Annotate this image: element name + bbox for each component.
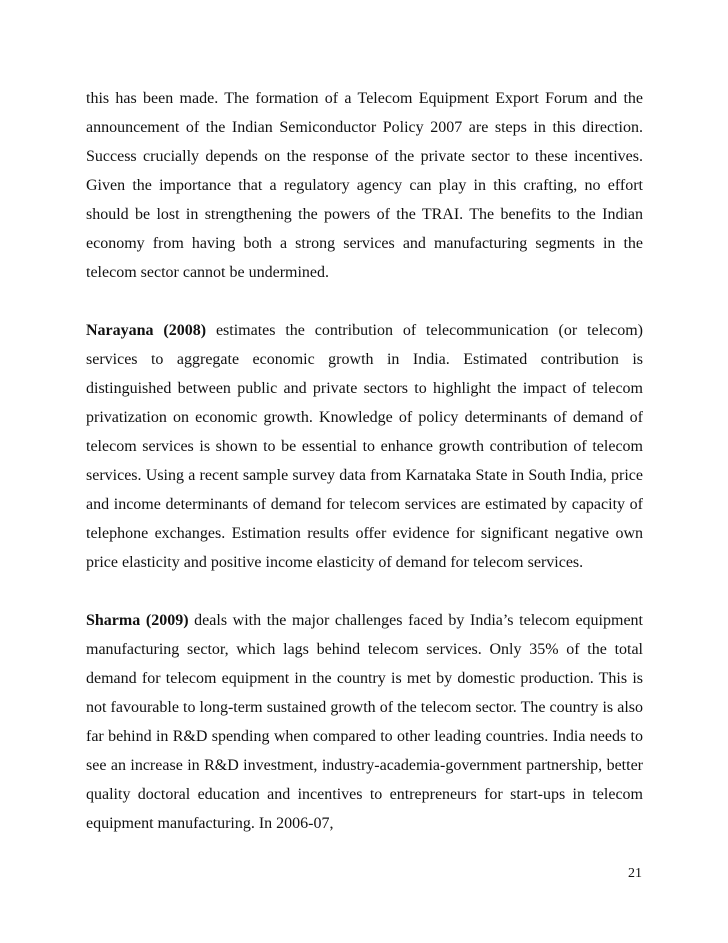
- page-number: 21: [628, 866, 642, 881]
- paragraph-text: deals with the major challenges faced by India’s telecom equipment manufacturing sector, which lags behind telecom services. Only 35% of the total demand for telecom equipment in the country is met by domestic production. This is not favourable to long-term sustained growth of the telecom sector. The country is also far behind in R&D spending when compared to other leading countries. India needs to see an increase in R&D investment, industry-academia-government partnership, better quality doctoral education and incentives to entrepreneurs for start-ups in telecom equipment manufacturing. In 2006-07,: [86, 612, 643, 832]
- author-citation: Narayana (2008): [86, 322, 207, 339]
- paragraph-continuation: [86, 84, 643, 287]
- body-text: [86, 84, 643, 838]
- paragraph-sharma: [86, 606, 643, 838]
- author-citation: Sharma (2009): [86, 612, 189, 629]
- paragraph-text: this has been made. The formation of a Telecom Equipment Export Forum and the announcement of the Indian Semiconductor Policy 2007 are steps in this direction. Success crucially depends on the response of the private sector to these incentives. Given the importance that a regulatory agency can play in this crafting, no effort should be lost in strengthening the powers of the TRAI. The benefits to the Indian economy from having both a strong services and manufacturing segments in the telecom sector cannot be undermined.: [86, 90, 643, 281]
- paragraph-text: estimates the contribution of telecommunication (or telecom) services to aggregate economic growth in India. Estimated contribution is distinguished between public and private sectors to highlight the impact of telecom privatization on economic growth. Knowledge of policy determinants of demand of telecom services is shown to be essential to enhance growth contribution of telecom services. Using a recent sample survey data from Karnataka State in South India, price and income determinants of demand for telecom services are estimated by capacity of telephone exchanges. Estimation results offer evidence for significant negative own price elasticity and positive income elasticity of demand for telecom services.: [86, 322, 643, 571]
- paragraph-narayana: [86, 316, 643, 577]
